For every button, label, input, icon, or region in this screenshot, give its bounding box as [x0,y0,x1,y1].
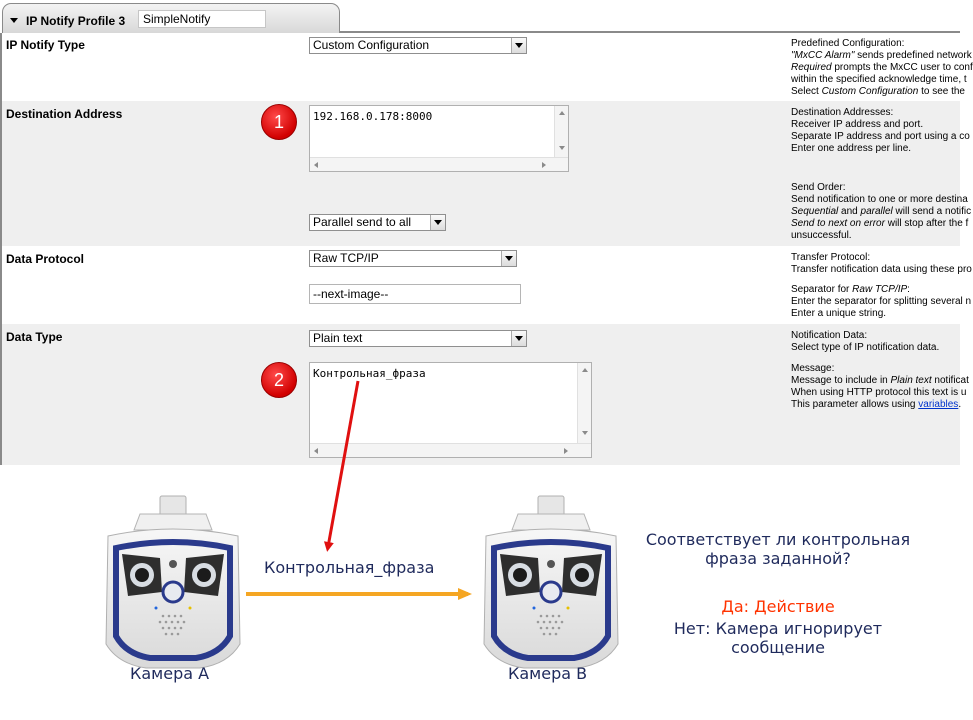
help-message: Message: Message to include in Plain text notificat When using HTTP protocol this text is u This parameter allows using variables. [791,363,969,410]
data-protocol-value: Raw TCP/IP [313,251,379,265]
phrase-label: Контрольная_фраза [264,558,435,577]
help-text: This parameter allows using [791,399,919,410]
help-heading: Message [791,363,832,374]
question-text [640,530,916,568]
help-transfer-protocol: Transfer Protocol: Transfer notification data using these pro [791,252,972,275]
help-text: Enter a unique string. [791,308,887,319]
profile-name-input[interactable]: SimpleNotify [138,10,266,28]
ip-notify-type-label: IP Notify Type [6,38,85,52]
profile-tab-title: IP Notify Profile 3 [26,14,126,28]
help-notification-data: Notification Data: Select type of IP notification data. [791,330,962,354]
send-order-value: Parallel send to all [313,215,412,229]
help-em: Required [791,62,832,73]
help-separator: Separator for Raw TCP/IP: Enter the separator for splitting several n Enter a unique string. [791,284,972,319]
help-text: notificat [931,375,969,386]
question-line-2: фраза заданной? [705,549,851,568]
help-text: Message to include in [791,375,891,386]
no-text [640,619,916,657]
camera-a-icon [106,496,240,668]
data-protocol-label: Data Protocol [6,252,85,266]
step-badge-2: 2 [261,362,297,398]
help-em: Send to next on error [791,218,885,229]
help-text: within the specified acknowledge time, t [791,74,967,85]
help-text: to see the [918,86,965,97]
step-badge-1: 1 [261,104,297,140]
destination-address-value: 192.168.0.178:8000 [313,110,433,123]
help-text: Separate IP address and port using a co [791,131,970,142]
help-em: Plain text [890,375,932,386]
help-text: . [958,399,962,410]
help-text: Transfer notification data using these pro [791,264,972,275]
help-text: Select [791,86,822,97]
help-heading: Predefined Configuration [791,38,902,49]
help-text: and [838,206,861,217]
help-heading: Notification Data [791,330,865,341]
destination-address-label: Destination Address [6,107,123,121]
camera-b-icon [484,496,618,668]
help-em: parallel [860,206,893,217]
help-send-order: Send Order: Send notification to one or more destina Sequential and parallel will send a notific Send to next on error will stop after the f unsuccessful. [791,182,972,241]
no-line-2: сообщение [731,638,825,657]
help-heading: Destination Addresses [791,107,891,118]
help-em: Raw TCP/IP [852,284,908,295]
help-text: will send a notific [892,206,972,217]
data-type-value: Plain text [313,331,363,345]
help-predefined-config: Predefined Configuration: "MxCC Alarm" sends predefined network Required prompts the MxCC user to conf within the specified acknowledge time, t Select Custom Configuration to see the [791,38,973,97]
message-value: Контрольная_фраза [313,367,426,380]
help-destination-addresses: Destination Addresses: Receiver IP address and port. Separate IP address and port using a co Enter one address per line. [791,107,970,154]
help-text: Enter the separator for splitting several n [791,296,972,307]
ip-notify-type-value: Custom Configuration [313,38,430,52]
camera-a-label: Камера А [130,664,210,683]
help-em: "MxCC Alarm" [791,50,855,61]
yes-text: Да: Действие [721,597,835,616]
help-heading: Send Order [791,182,843,193]
data-type-label: Data Type [6,330,63,344]
help-text: When using HTTP protocol this text is u [791,387,967,398]
help-heading: Transfer Protocol [791,252,868,263]
help-text: Select type of IP notification data. [791,342,940,353]
help-text: Send notification to one or more destina [791,194,968,205]
question-line-1: Соответствует ли контрольная [645,530,911,549]
variables-link[interactable]: variables [918,399,959,410]
camera-b-label: Камера В [508,664,588,683]
help-text: unsuccessful. [791,230,852,241]
no-line-1: Нет: Камера игнорирует [673,619,883,638]
help-heading: Separator for [791,284,853,295]
help-text: Enter one address per line. [791,143,912,154]
help-text: Receiver IP address and port. [791,119,924,130]
help-text: prompts the MxCC user to conf [831,62,973,73]
help-text: sends predefined network [854,50,972,61]
red-arrow [328,381,358,547]
separator-input[interactable]: --next-image-- [309,284,521,304]
help-em: Sequential [791,206,839,217]
help-text: will stop after the f [884,218,969,229]
help-em: Custom Configuration [821,86,919,97]
